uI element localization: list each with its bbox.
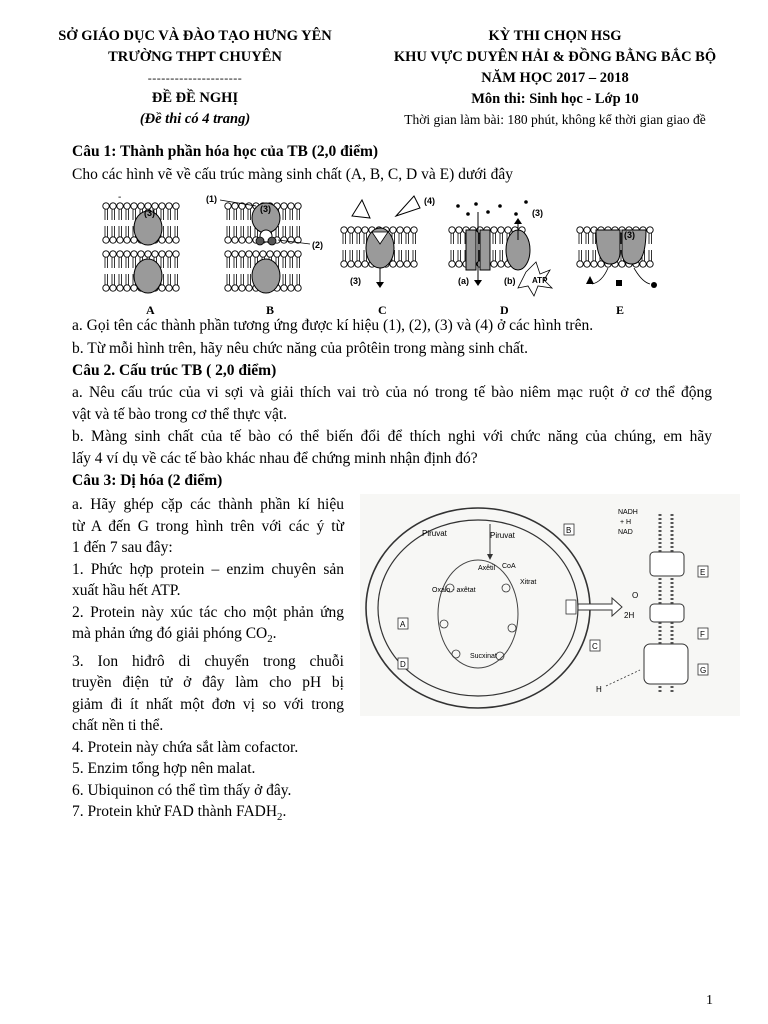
axetil-label: Axêtil bbox=[478, 565, 496, 572]
mark-3-a: (3) bbox=[144, 208, 155, 218]
q3-item3-line1: 3. Ion hiđrô di chuyển trong chuỗi bbox=[72, 652, 344, 670]
mitochondria-figure bbox=[360, 494, 740, 716]
question-2-part-a-line2: vật và tế bào trong cơ thể thực vật. bbox=[72, 406, 288, 423]
question-2-title: Câu 2. Cấu trúc TB ( 2,0 điểm) bbox=[72, 362, 277, 379]
mark-1: (1) bbox=[206, 194, 217, 204]
q3-item7-end: . bbox=[282, 803, 287, 821]
mark-3-c: (3) bbox=[350, 276, 361, 286]
atp-label: ATP bbox=[532, 276, 548, 285]
piruvat-label-2: Piruvat bbox=[490, 531, 515, 540]
question-3-text bbox=[72, 494, 344, 829]
label-c: C bbox=[592, 642, 598, 651]
school-year: NĂM HỌC 2017 – 2018 bbox=[481, 70, 629, 86]
mark-3-b: (3) bbox=[260, 204, 271, 214]
o2-label: O bbox=[632, 591, 639, 600]
hplus-top-label: + H bbox=[620, 519, 632, 526]
mark-3-d: (3) bbox=[532, 208, 543, 218]
label-f: F bbox=[700, 630, 705, 639]
mark-b: (b) bbox=[504, 276, 516, 286]
q3-item7 bbox=[72, 801, 344, 829]
oxalo-label: Oxalo - axêtat bbox=[432, 587, 476, 594]
q3-item3-line4: chất nền ti thể. bbox=[72, 717, 164, 735]
mark-a: (a) bbox=[458, 276, 469, 286]
q3-item3-line3: giảm đi ít nhất một đơn vị so với trong bbox=[72, 695, 344, 713]
q3-item1-line2: xuất hầu hết ATP. bbox=[72, 582, 181, 599]
exam-time: Thời gian làm bài: 180 phút, không kể thời gian giao đề bbox=[404, 112, 706, 127]
coa-label: CoA bbox=[502, 563, 516, 570]
school-name: TRƯỜNG THPT CHUYÊN bbox=[108, 49, 282, 65]
nadh-label: NADH bbox=[618, 509, 638, 516]
xitrat-label: Xitrat bbox=[520, 579, 537, 586]
figure-letter-b: B bbox=[266, 303, 275, 317]
sucxinat-label: Sucxinat bbox=[470, 653, 497, 660]
membrane-figure-a bbox=[103, 192, 179, 293]
q3-item5: 5. Enzim tổng hợp nên malat. bbox=[72, 760, 256, 778]
question-2-part-b-line2: lấy 4 ví dụ về các tế bào khác nhau để chứng minh nhận định đó? bbox=[72, 450, 478, 467]
mark-2: (2) bbox=[312, 240, 323, 250]
q3-item2-text: mà phản ứng đó giải phóng CO bbox=[72, 625, 268, 642]
label-g: G bbox=[700, 666, 707, 675]
minus-mark: - bbox=[118, 192, 122, 203]
q3-a-line2: từ A đến G trong hình trên với các ý từ bbox=[72, 517, 344, 535]
label-b: B bbox=[566, 526, 572, 535]
doc-type: ĐỀ ĐỀ NGHỊ bbox=[151, 90, 239, 106]
q3-item2-line2 bbox=[72, 623, 344, 651]
q3-item3-line2: truyền điện tử ở đây làm cho pH bị bbox=[72, 674, 344, 692]
label-d: D bbox=[400, 660, 406, 669]
label-a: A bbox=[400, 620, 406, 629]
mark-3-e: (3) bbox=[624, 230, 635, 240]
figure-letter-c: C bbox=[378, 303, 387, 317]
q3-item7-text: 7. Protein khử FAD thành FADH bbox=[72, 803, 278, 821]
header-right bbox=[360, 26, 750, 130]
pages-note: (Đề thi có 4 trang) bbox=[139, 111, 251, 127]
question-1-title: Câu 1: Thành phần hóa học của TB (2,0 điểm) bbox=[72, 143, 379, 160]
header-left bbox=[40, 26, 350, 130]
header-divider: --------------------- bbox=[147, 71, 243, 85]
mark-4: (4) bbox=[424, 196, 435, 206]
department-name: SỞ GIÁO DỤC VÀ ĐÀO TẠO HƯNG YÊN bbox=[58, 28, 332, 44]
membrane-structures-figure bbox=[96, 192, 676, 320]
q3-item2-line1: 2. Protein này xúc tác cho một phản ứng bbox=[72, 603, 344, 621]
membrane-figure-e bbox=[577, 227, 657, 288]
nadplus-label: NAD bbox=[618, 529, 633, 536]
page-number: 1 bbox=[706, 993, 713, 1008]
membrane-figure-d bbox=[449, 200, 552, 296]
q3-item1-line1: 1. Phức hợp protein – enzim chuyên sản bbox=[72, 560, 344, 578]
label-e: E bbox=[700, 568, 706, 577]
membrane-figure-b bbox=[206, 194, 323, 293]
exam-title: KỲ THI CHỌN HSG bbox=[488, 28, 622, 44]
exam-region: KHU VỰC DUYÊN HẢI & ĐỒNG BẰNG BẮC BỘ bbox=[393, 49, 717, 65]
q3-item7-sub: 2 bbox=[277, 811, 283, 824]
q3-item6: 6. Ubiquinon có thể tìm thấy ở đây. bbox=[72, 781, 292, 799]
piruvat-label-1: Piruvat bbox=[422, 529, 447, 538]
question-1-part-a: a. Gọi tên các thành phần tương ứng được kí hiệu (1), (2), (3) và (4) ở các hình trên. bbox=[72, 317, 594, 334]
membrane-figure-c bbox=[341, 196, 435, 288]
subject: Môn thi: Sinh học - Lớp 10 bbox=[471, 91, 639, 107]
figure-letter-a: A bbox=[146, 303, 155, 317]
hplus-label: H bbox=[596, 685, 602, 694]
q3-a-line1: a. Hãy ghép cặp các thành phần kí hiệu bbox=[72, 496, 344, 513]
question-3-title: Câu 3: Dị hóa (2 điểm) bbox=[72, 472, 223, 489]
question-2-part-a-line1: a. Nêu cấu trúc của vi sợi và giải thích vai trò của nó trong tế bào niêm mạc ruột ở cơ thể động bbox=[72, 384, 712, 401]
figure-letter-e: E bbox=[616, 303, 625, 317]
question-1-part-b: b. Từ mỗi hình trên, hãy nêu chức năng của prôtêin trong màng sinh chất. bbox=[72, 340, 529, 357]
question-1-intro: Cho các hình vẽ về cấu trúc màng sinh chất (A, B, C, D và E) dưới đây bbox=[72, 166, 514, 183]
h2o-label: 2H bbox=[624, 611, 635, 620]
q3-item4: 4. Protein này chứa sắt làm cofactor. bbox=[72, 738, 299, 756]
figure-letter-d: D bbox=[500, 303, 509, 317]
q3-item2-end: . bbox=[272, 625, 277, 642]
q3-a-line3: 1 đến 7 sau đây: bbox=[72, 539, 173, 556]
q3-item2-sub: 2 bbox=[267, 633, 273, 646]
question-2-part-b-line1: b. Màng sinh chất của tế bào có thể biến đổi để thích nghi với chức năng của chúng, em hãy bbox=[72, 428, 712, 445]
